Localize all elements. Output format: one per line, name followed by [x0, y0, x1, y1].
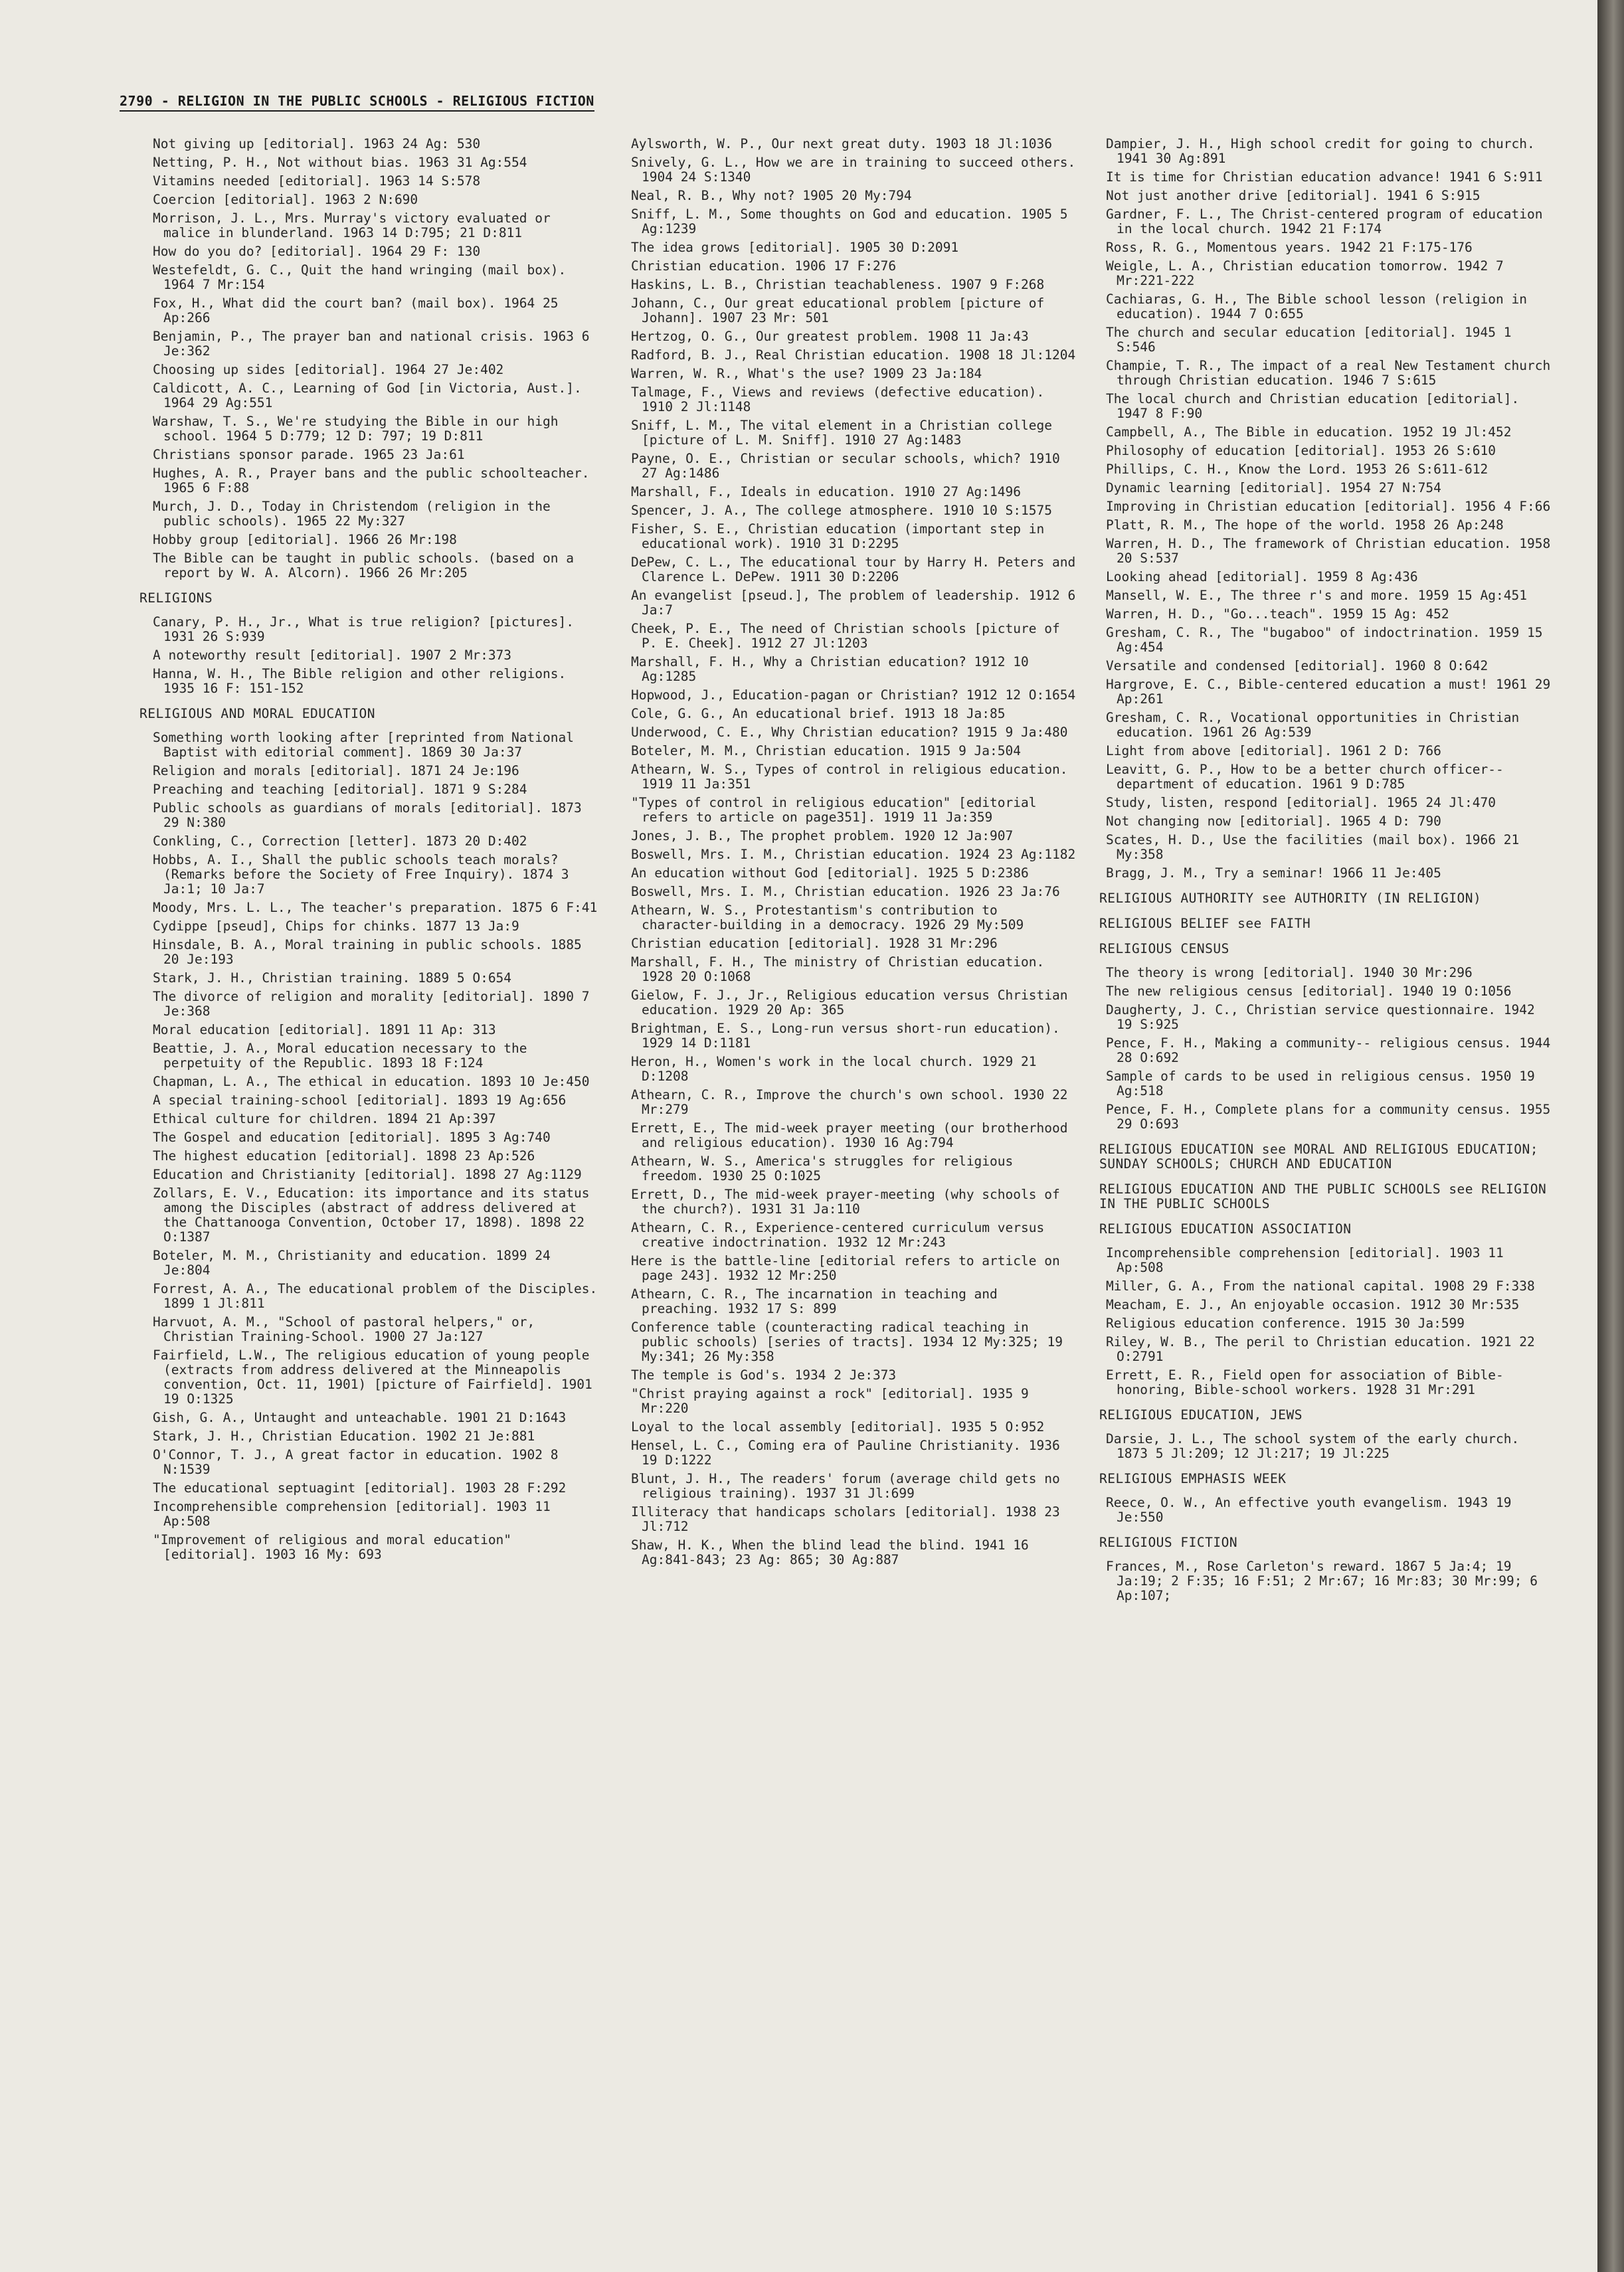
index-entry: Weigle, L. A., Christian education tomorrow. 1942 7 Mr:221-222 [1106, 258, 1504, 288]
index-entry: Not just another drive [editorial]. 1941 6 S:915 [1106, 188, 1481, 203]
index-entry: Canary, P. H., Jr., What is true religion? [pictures]. 1931 26 S:939 [153, 614, 574, 644]
index-entry: Boswell, Mrs. I. M., Christian education. 1924 23 Ag:1182 [631, 847, 1076, 862]
index-entry: Sniff, L. M., The vital element in a Christian college [picture of L. M. Sniff]. 1910 27 Ag:1483 [631, 418, 1052, 448]
index-entry: Sample of cards to be used in religious census. 1950 19 Ag:518 [1106, 1069, 1535, 1098]
index-entry: Stark, J. H., Christian Education. 1902 21 Je:881 [153, 1429, 535, 1444]
index-entry: Dampier, J. H., High school credit for going to church. 1941 30 Ag:891 [1106, 136, 1535, 166]
index-entry: Boteler, M. M., Christian education. 1915 9 Ja:504 [631, 743, 1021, 758]
index-entry: Haskins, L. B., Christian teachableness. 1907 9 F:268 [631, 277, 1045, 292]
index-entry: Meacham, E. J., An enjoyable occasion. 1912 30 Mr:535 [1106, 1297, 1520, 1312]
index-entry: Payne, O. E., Christian or secular schools, which? 1910 27 Ag:1486 [631, 451, 1060, 481]
index-entry: Underwood, C. E., Why Christian education? 1915 9 Ja:480 [631, 725, 1068, 740]
index-entry: Stark, J. H., Christian training. 1889 5 O:654 [153, 970, 512, 986]
index-entry: Moral education [editorial]. 1891 11 Ap: 313 [153, 1022, 496, 1037]
index-entry: Looking ahead [editorial]. 1959 8 Ag:436 [1106, 569, 1418, 584]
index-entry: Frances, M., Rose Carleton's reward. 1867 5 Ja:4; 19 Ja:19; 2 F:35; 16 F:51; 2 Mr:67; 16 Mr:83; 30 Mr:99; 6 Ap:107; [1106, 1559, 1538, 1603]
index-entry: An education without God [editorial]. 1925 5 D:2386 [631, 865, 1029, 881]
index-entry: Gish, G. A., Untaught and unteachable. 1901 21 D:1643 [153, 1410, 567, 1425]
index-entry: Hobby group [editorial]. 1966 26 Mr:198 [153, 532, 457, 547]
index-entry: Beattie, J. A., Moral education necessary to the perpetuity of the Republic. 1893 18 F:124 [153, 1041, 527, 1071]
index-entry: Athearn, C. R., The incarnation in teaching and preaching. 1932 17 S: 899 [631, 1286, 998, 1316]
index-entry: Pence, F. H., Making a community-- religious census. 1944 28 O:692 [1106, 1035, 1551, 1065]
section-heading: RELIGIOUS EDUCATION, JEWS [1099, 1407, 1303, 1423]
index-entry: Riley, W. B., The peril to Christian education. 1921 22 O:2791 [1106, 1334, 1535, 1364]
index-entry: Cydippe [pseud], Chips for chinks. 1877 13 Ja:9 [153, 918, 519, 934]
index-entry: Loyal to the local assembly [editorial]. 1935 5 O:952 [631, 1419, 1045, 1435]
index-entry: A special training-school [editorial]. 1893 19 Ag:656 [153, 1092, 567, 1108]
index-entry: Fisher, S. E., Christian education (important step in educational work). 1910 31 D:2295 [631, 521, 1045, 551]
index-entry: The divorce of religion and morality [editorial]. 1890 7 Je:368 [153, 989, 590, 1019]
index-entry: Fox, H., What did the court ban? (mail box). 1964 25 Ap:266 [153, 296, 559, 325]
index-entry: Not giving up [editorial]. 1963 24 Ag: 530 [153, 136, 481, 151]
index-entry: Hanna, W. H., The Bible religion and other religions. 1935 16 F: 151-152 [153, 666, 567, 696]
index-entry: Hargrove, E. C., Bible-centered education a must! 1961 29 Ap:261 [1106, 677, 1551, 707]
index-entry: Heron, H., Women's work in the local church. 1929 21 D:1208 [631, 1054, 1037, 1084]
index-entry: Gresham, C. R., Vocational opportunities in Christian education. 1961 26 Ag:539 [1106, 710, 1520, 740]
index-entry: Christians sponsor parade. 1965 23 Ja:61 [153, 447, 465, 462]
index-entry: Aylsworth, W. P., Our next great duty. 1903 18 Jl:1036 [631, 136, 1052, 151]
index-entry: Cachiaras, G. H., The Bible school lesson (religion in education). 1944 7 O:655 [1106, 292, 1527, 321]
index-entry: O'Connor, T. J., A great factor in education. 1902 8 N:1539 [153, 1447, 559, 1477]
index-entry: Something worth looking after [reprinted from National Baptist with editorial comment]. 1869 30 Ja:37 [153, 730, 574, 760]
index-entry: The church and secular education [editorial]. 1945 1 S:546 [1106, 325, 1512, 355]
index-entry: Ross, R. G., Momentous years. 1942 21 F:175-176 [1106, 240, 1473, 255]
index-entry: Champie, T. R., The impact of a real New Testament church through Christian education. 1946 7 S:615 [1106, 358, 1551, 388]
index-entry: Shaw, H. K., When the blind lead the blind. 1941 16 Ag:841-843; 23 Ag: 865; 30 Ag:887 [631, 1537, 1029, 1567]
index-entry: Not changing now [editorial]. 1965 4 D: 790 [1106, 814, 1441, 829]
index-entry: Cole, G. G., An educational brief. 1913 18 Ja:85 [631, 706, 1006, 721]
index-entry: An evangelist [pseud.], The problem of leadership. 1912 6 Ja:7 [631, 588, 1076, 618]
index-entry: Conference table (counteracting radical teaching in public schools) [series of tracts]. 1934 12 My:325; 19 My:341; 26 My:358 [631, 1320, 1063, 1364]
index-entry: Marshall, F. H., The ministry of Christian education. 1928 20 O:1068 [631, 954, 1045, 984]
index-entry: Preaching and teaching [editorial]. 1871 9 S:284 [153, 782, 527, 797]
index-entry: The temple is God's. 1934 2 Je:373 [631, 1367, 897, 1383]
index-entry: Harvuot, A. M., "School of pastoral helpers," or, Christian Training-School. 1900 27 Ja:127 [153, 1314, 535, 1344]
index-entry: DePew, C. L., The educational tour by Harry H. Peters and Clarence L. DePew. 1911 30 D:2206 [631, 555, 1076, 584]
index-entry: Warshaw, T. S., We're studying the Bible in our high school. 1964 5 D:779; 12 D: 797; 19 D:811 [153, 414, 559, 444]
index-entry: Murch, J. D., Today in Christendom (religion in the public schools). 1965 22 My:327 [153, 499, 551, 529]
index-entry: Religious education conference. 1915 30 Ja:599 [1106, 1316, 1465, 1331]
section-heading: RELIGIOUS EDUCATION ASSOCIATION [1099, 1221, 1352, 1237]
index-entry: "Types of control in religious education" [editorial refers to article on page351]. 1919 11 Ja:359 [631, 795, 1037, 825]
section-heading: RELIGIOUS EDUCATION see MORAL AND RELIGIOUS EDUCATION; SUNDAY SCHOOLS; CHURCH AND EDUCATION [1099, 1142, 1538, 1172]
index-entry: Johann, C., Our great educational problem [picture of Johann]. 1907 23 Mr: 501 [631, 296, 1045, 325]
index-entry: Blunt, J. H., The readers' forum (average child gets no religious training). 1937 31 Jl:699 [631, 1471, 1060, 1501]
column-3 [1099, 136, 1558, 1607]
index-entry: Hinsdale, B. A., Moral training in public schools. 1885 20 Je:193 [153, 937, 582, 967]
index-entry: Moody, Mrs. L. L., The teacher's preparation. 1875 6 F:41 [153, 900, 598, 915]
column-2 [631, 137, 1083, 1571]
index-entry: Leavitt, G. P., How to be a better church officer--department of education. 1961 9 D:785 [1106, 762, 1504, 792]
section-heading: RELIGIOUS CENSUS [1099, 941, 1229, 956]
index-entry: Gardner, F. L., The Christ-centered program of education in the local church. 1942 21 F:174 [1106, 207, 1543, 236]
index-entry: Illiteracy that handicaps scholars [editorial]. 1938 23 Jl:712 [631, 1504, 1060, 1534]
index-entry: Errett, D., The mid-week prayer-meeting (why schools of the church?). 1931 31 Ja:110 [631, 1187, 1060, 1217]
index-entry: Philosophy of education [editorial]. 1953 26 S:610 [1106, 443, 1496, 458]
index-entry: Sniff, L. M., Some thoughts on God and education. 1905 5 Ag:1239 [631, 207, 1068, 236]
index-entry: Warren, H. D., The framework of Christian education. 1958 20 S:537 [1106, 536, 1551, 566]
index-entry: Christian education [editorial]. 1928 31 Mr:296 [631, 936, 998, 951]
index-entry: Phillips, C. H., Know the Lord. 1953 26 S:611-612 [1106, 462, 1489, 477]
index-entry: Education and Christianity [editorial]. 1898 27 Ag:1129 [153, 1167, 582, 1182]
index-entry: Westefeldt, G. C., Quit the hand wringing (mail box). 1964 7 Mr:154 [153, 262, 567, 292]
index-entry: Scates, H. D., Use the facilities (mail box). 1966 21 My:358 [1106, 832, 1520, 862]
index-entry: Fairfield, L.W., The religious education of young people (extracts from address delivered at the Minneapolis convention, Oct. 11, 1901) [picture of Fairfield]. 1901 19 O:1325 [153, 1348, 592, 1407]
index-entry: The Gospel and education [editorial]. 1895 3 Ag:740 [153, 1130, 551, 1145]
index-entry: It is time for Christian education advance! 1941 6 S:911 [1106, 169, 1543, 185]
index-entry: Gielow, F. J., Jr., Religious education versus Christian education. 1929 20 Ap: 365 [631, 988, 1068, 1017]
index-entry: Athearn, W. S., Protestantism's contribution to character-building in a democracy. 1926 29 My:509 [631, 903, 1024, 932]
index-entry: Bragg, J. M., Try a seminar! 1966 11 Je:405 [1106, 865, 1441, 881]
index-entry: Morrison, J. L., Mrs. Murray's victory evaluated or malice in blunderland. 1963 14 D:795; 21 D:811 [153, 211, 551, 240]
index-entry: Athearn, W. S., Types of control in religious education. 1919 11 Ja:351 [631, 762, 1068, 792]
index-entry: The highest education [editorial]. 1898 23 Ap:526 [153, 1148, 535, 1164]
index-entry: "Christ praying against a rock" [editorial]. 1935 9 Mr:220 [631, 1386, 1029, 1416]
index-entry: Here is the battle-line [editorial refers to article on page 243]. 1932 12 Mr:250 [631, 1253, 1060, 1283]
index-entry: Improving in Christian education [editorial]. 1956 4 F:66 [1106, 499, 1551, 514]
index-entry: Vitamins needed [editorial]. 1963 14 S:578 [153, 173, 481, 189]
index-entry: Mansell, W. E., The three r's and more. 1959 15 Ag:451 [1106, 588, 1527, 603]
page-header: 2790 - RELIGION IN THE PUBLIC SCHOOLS - RELIGIOUS FICTION [120, 93, 594, 112]
index-entry: Caldicott, A. C., Learning of God [in Victoria, Aust.]. 1964 29 Ag:551 [153, 381, 582, 410]
index-entry: Benjamin, P., The prayer ban and national crisis. 1963 6 Je:362 [153, 329, 590, 359]
index-entry: Cheek, P. E., The need of Christian schools [picture of P. E. Cheek]. 1912 27 Jl:1203 [631, 621, 1060, 651]
index-entry: Incomprehensible comprehension [editorial]. 1903 11 Ap:508 [153, 1499, 551, 1529]
section-heading: RELIGIONS [139, 590, 213, 606]
index-entry: Athearn, C. R., Experience-centered curriculum versus creative indoctrination. 1932 12 Mr:243 [631, 1220, 1045, 1250]
index-entry: Marshall, F., Ideals in education. 1910 27 Ag:1496 [631, 484, 1021, 499]
index-entry: Incomprehensible comprehension [editorial]. 1903 11 Ap:508 [1106, 1245, 1504, 1275]
index-entry: Errett, E., The mid-week prayer meeting (our brotherhood and religious education). 1930 16 Ag:794 [631, 1120, 1068, 1150]
index-entry: Neal, R. B., Why not? 1905 20 My:794 [631, 188, 912, 203]
index-entry: Religion and morals [editorial]. 1871 24 Je:196 [153, 763, 519, 778]
index-entry: Boteler, M. M., Christianity and education. 1899 24 Je:804 [153, 1248, 551, 1278]
index-entry: The local church and Christian education [editorial]. 1947 8 F:90 [1106, 391, 1520, 421]
index-entry: The Bible can be taught in public schools. (based on a report by W. A. Alcorn). 1966 26 Mr:205 [153, 551, 574, 580]
index-entry: Dynamic learning [editorial]. 1954 27 N:754 [1106, 480, 1441, 495]
index-entry: Boswell, Mrs. I. M., Christian education. 1926 23 Ja:76 [631, 884, 1060, 899]
index-entry: Campbell, A., The Bible in education. 1952 19 Jl:452 [1106, 424, 1512, 440]
index-entry: Coercion [editorial]. 1963 2 N:690 [153, 192, 418, 207]
section-heading: RELIGIOUS BELIEF see FAITH [1099, 916, 1311, 931]
index-entry: "Improvement of religious and moral education" [editorial]. 1903 16 My: 693 [153, 1532, 512, 1562]
index-entry: The educational septuagint [editorial]. 1903 28 F:292 [153, 1480, 567, 1496]
page-edge-shadow [1597, 0, 1624, 2272]
section-heading: RELIGIOUS AND MORAL EDUCATION [139, 706, 375, 721]
index-entry: Gresham, C. R., The "bugaboo" of indoctrination. 1959 15 Ag:454 [1106, 625, 1543, 655]
index-entry: Warren, W. R., What's the use? 1909 23 Ja:184 [631, 366, 982, 381]
index-entry: Zollars, E. V., Education: its importance and its status among the Disciples (abstract of address delivered at the Chattanooga Convention, October 17, 1898). 1898 22 O:1387 [153, 1185, 590, 1245]
index-entry: Conkling, C., Correction [letter]. 1873 20 D:402 [153, 833, 527, 849]
index-entry: Hensel, L. C., Coming era of Pauline Christianity. 1936 19 D:1222 [631, 1438, 1060, 1468]
index-entry: Athearn, W. S., America's struggles for religious freedom. 1930 25 O:1025 [631, 1154, 1014, 1183]
index-entry: Talmage, F., Views and reviews (defective education). 1910 2 Jl:1148 [631, 385, 1045, 414]
index-entry: Hughes, A. R., Prayer bans and the public schoolteacher. 1965 6 F:88 [153, 466, 590, 495]
index-entry: Forrest, A. A., The educational problem of the Disciples. 1899 1 Jl:811 [153, 1281, 598, 1311]
index-entry: Spencer, J. A., The college atmosphere. 1910 10 S:1575 [631, 503, 1052, 518]
index-entry: Athearn, C. R., Improve the church's own school. 1930 22 Mr:279 [631, 1087, 1068, 1117]
index-entry: Ethical culture for children. 1894 21 Ap:397 [153, 1111, 496, 1126]
index-entry: A noteworthy result [editorial]. 1907 2 Mr:373 [153, 648, 512, 663]
index-entry: The new religious census [editorial]. 1940 19 O:1056 [1106, 984, 1512, 999]
index-entry: Public schools as guardians of morals [editorial]. 1873 29 N:380 [153, 800, 582, 830]
section-heading: RELIGIOUS FICTION [1099, 1535, 1238, 1550]
section-heading: RELIGIOUS EDUCATION AND THE PUBLIC SCHOOLS see RELIGION IN THE PUBLIC SCHOOLS [1099, 1181, 1547, 1211]
index-entry: Warren, H. D., "Go...teach". 1959 15 Ag: 452 [1106, 606, 1449, 622]
section-heading: RELIGIOUS AUTHORITY see AUTHORITY (IN RELIGION) [1099, 891, 1482, 906]
index-entry: Radford, B. J., Real Christian education. 1908 18 Jl:1204 [631, 347, 1076, 363]
index-entry: Daugherty, J. C., Christian service questionnaire. 1942 19 S:925 [1106, 1002, 1535, 1032]
index-entry: The theory is wrong [editorial]. 1940 30 Mr:296 [1106, 965, 1473, 980]
index-entry: Study, listen, respond [editorial]. 1965 24 Jl:470 [1106, 795, 1496, 810]
index-entry: Errett, E. R., Field open for association of Bible-honoring, Bible-school workers. 1928 31 Mr:291 [1106, 1367, 1504, 1397]
index-entry: Reece, O. W., An effective youth evangelism. 1943 19 Je:550 [1106, 1495, 1512, 1525]
index-entry: Platt, R. M., The hope of the world. 1958 26 Ap:248 [1106, 517, 1504, 533]
index-entry: Snively, G. L., How we are in training to succeed others. 1904 24 S:1340 [631, 155, 1076, 185]
index-entry: Choosing up sides [editorial]. 1964 27 Je:402 [153, 362, 504, 377]
index-entry: Hobbs, A. I., Shall the public schools teach morals? (Remarks before the Society of Free Inquiry). 1874 3 Ja:1; 10 Ja:7 [153, 852, 569, 897]
index-entry: Marshall, F. H., Why a Christian education? 1912 10 Ag:1285 [631, 654, 1029, 684]
column-1 [139, 136, 604, 1566]
index-entry: Netting, P. H., Not without bias. 1963 31 Ag:554 [153, 155, 527, 170]
index-entry: Miller, G. A., From the national capital. 1908 29 F:338 [1106, 1278, 1535, 1294]
index-entry: Hertzog, O. G., Our greatest problem. 1908 11 Ja:43 [631, 329, 1029, 344]
section-heading: RELIGIOUS EMPHASIS WEEK [1099, 1471, 1287, 1486]
index-entry: Versatile and condensed [editorial]. 1960 8 O:642 [1106, 658, 1489, 673]
index-entry: Darsie, J. L., The school system of the early church. 1873 5 Jl:209; 12 Jl:217; 19 Jl:225 [1106, 1431, 1520, 1461]
index-entry: Chapman, L. A., The ethical in education. 1893 10 Je:450 [153, 1074, 590, 1089]
index-entry: Hopwood, J., Education-pagan or Christian? 1912 12 O:1654 [631, 687, 1076, 703]
index-entry: Brightman, E. S., Long-run versus short-run education). 1929 14 D:1181 [631, 1021, 1060, 1051]
index-entry: Christian education. 1906 17 F:276 [631, 258, 897, 274]
index-entry: The idea grows [editorial]. 1905 30 D:2091 [631, 240, 959, 255]
index-entry: How do you do? [editorial]. 1964 29 F: 130 [153, 244, 481, 259]
index-entry: Jones, J. B., The prophet problem. 1920 12 Ja:907 [631, 828, 1014, 843]
index-entry: Light from above [editorial]. 1961 2 D: 766 [1106, 743, 1441, 758]
index-entry: Pence, F. H., Complete plans for a community census. 1955 29 O:693 [1106, 1102, 1551, 1132]
